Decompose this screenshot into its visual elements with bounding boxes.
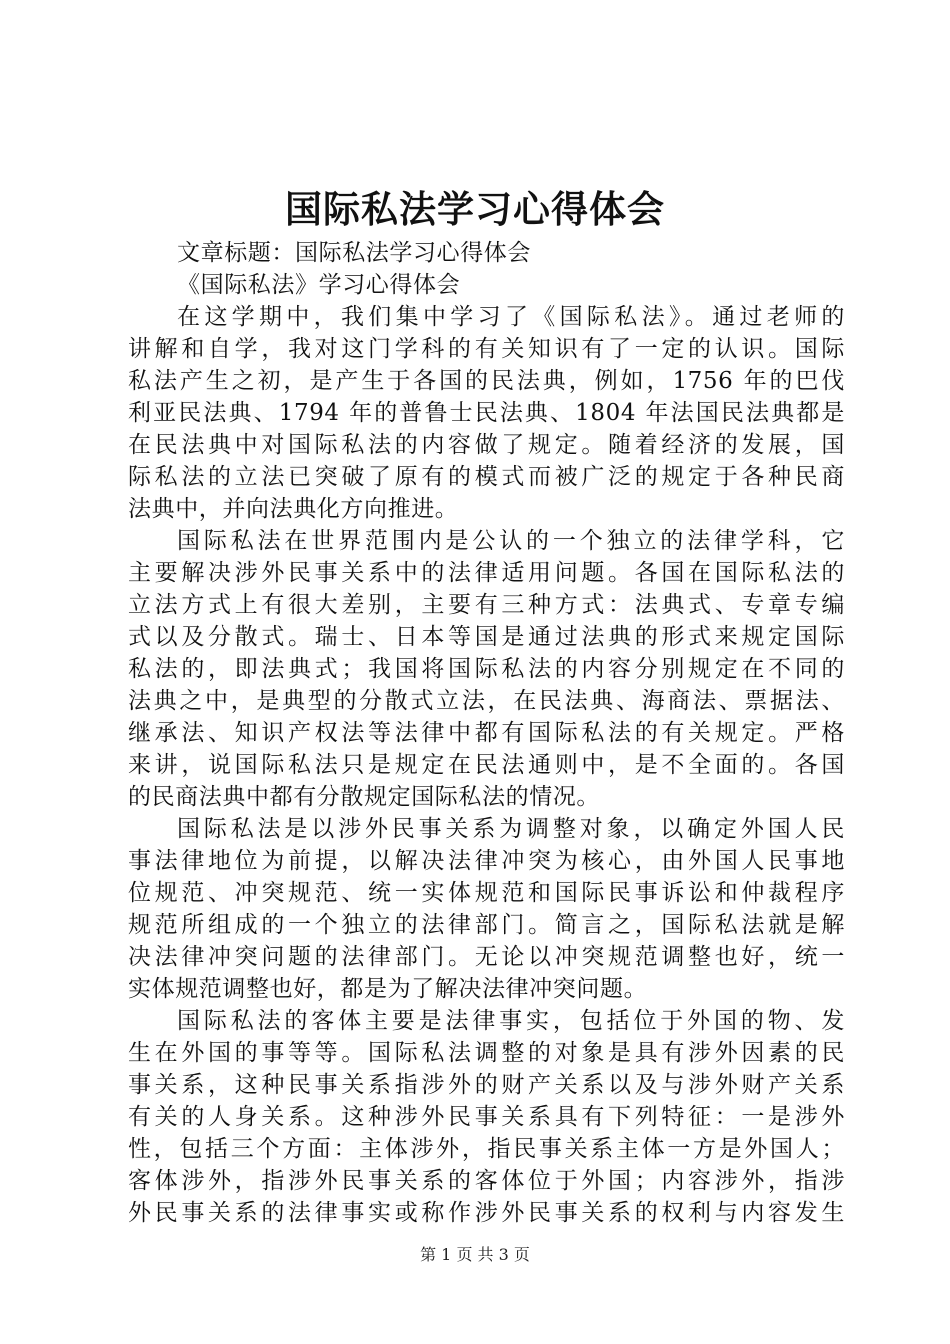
text-line: 外民事关系的法律事实或称作涉外民事关系的权利与内容发生 [128, 1200, 845, 1226]
text-line: 继承法、知识产权法等法律中都有国际私法的有关规定。严格 [128, 720, 845, 746]
text-line: 决法律冲突问题的法律部门。无论以冲突规范调整也好，统一 [128, 944, 845, 970]
page-footer: 第 1 页 共 3 页 [420, 1245, 530, 1264]
text-line: 规范所组成的一个独立的法律部门。简言之，国际私法就是解 [128, 912, 845, 938]
text-line: 《国际私法》学习心得体会 [177, 272, 461, 298]
text-line: 事法律地位为前提，以解决法律冲突为核心，由外国人民事地 [128, 848, 845, 874]
text-line: 式以及分散式。瑞士、日本等国是通过法典的形式来规定国际 [128, 624, 845, 650]
text-line: 讲解和自学，我对这门学科的有关知识有了一定的认识。国际 [128, 336, 845, 362]
text-line: 的民商法典中都有分散规定国际私法的情况。 [128, 784, 600, 810]
text-line: 私法产生之初，是产生于各国的民法典，例如，1756 年的巴伐 [128, 368, 845, 394]
document-title: 国际私法学习心得体会 [285, 187, 665, 231]
text-line: 性，包括三个方面：主体涉外，指民事关系主体一方是外国人； [128, 1136, 845, 1162]
text-line: 生在外国的事等等。国际私法调整的对象是具有涉外因素的民 [128, 1040, 845, 1066]
document-body [128, 237, 845, 1229]
text-line: 在这学期中，我们集中学习了《国际私法》。通过老师的 [177, 304, 845, 330]
text-line: 国际私法的客体主要是法律事实，包括位于外国的物、发 [177, 1008, 845, 1034]
text-line: 文章标题：国际私法学习心得体会 [177, 240, 531, 266]
text-line: 有关的人身关系。这种涉外民事关系具有下列特征：一是涉外 [128, 1104, 845, 1130]
text-line: 利亚民法典、1794 年的普鲁士民法典、1804 年法国民法典都是 [128, 400, 845, 426]
text-line: 私法的，即法典式；我国将国际私法的内容分别规定在不同的 [128, 656, 845, 682]
text-line: 位规范、冲突规范、统一实体规范和国际民事诉讼和仲裁程序 [128, 880, 845, 906]
text-line: 来讲，说国际私法只是规定在民法通则中，是不全面的。各国 [128, 752, 845, 778]
text-line: 事关系，这种民事关系指涉外的财产关系以及与涉外财产关系 [128, 1072, 845, 1098]
text-line: 立法方式上有很大差别，主要有三种方式：法典式、专章专编 [128, 592, 845, 618]
text-line: 国际私法是以涉外民事关系为调整对象，以确定外国人民 [177, 816, 845, 842]
text-line: 法典中，并向法典化方向推进。 [128, 496, 459, 522]
text-line: 际私法的立法已突破了原有的模式而被广泛的规定于各种民商 [128, 464, 845, 490]
text-line: 主要解决涉外民事关系中的法律适用问题。各国在国际私法的 [128, 560, 845, 586]
text-line: 国际私法在世界范围内是公认的一个独立的法律学科，它 [177, 528, 845, 554]
text-line: 在民法典中对国际私法的内容做了规定。随着经济的发展，国 [128, 432, 845, 458]
text-line: 客体涉外，指涉外民事关系的客体位于外国；内容涉外，指涉 [128, 1168, 845, 1194]
text-line: 法典之中，是典型的分散式立法，在民法典、海商法、票据法、 [128, 688, 845, 714]
text-line: 实体规范调整也好，都是为了解决法律冲突问题。 [128, 976, 648, 1002]
